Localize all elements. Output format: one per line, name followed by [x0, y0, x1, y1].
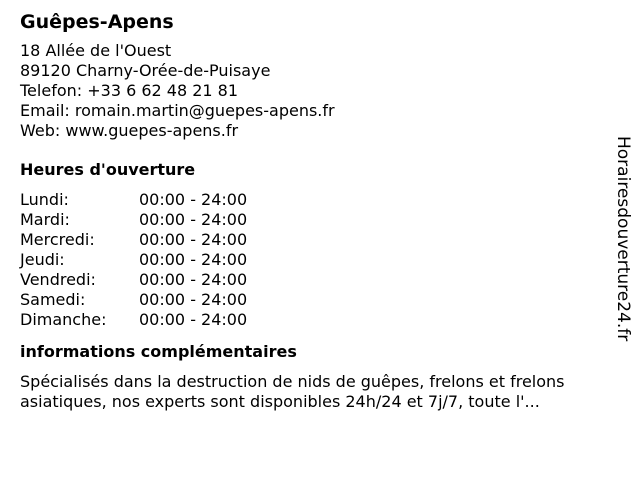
address-street: 18 Allée de l'Ouest	[20, 41, 172, 60]
hours-time: 00:00 - 24:00	[139, 210, 248, 229]
hours-day: Vendredi:	[20, 270, 96, 289]
hours-row-mercredi	[20, 230, 600, 250]
opening-hours-table	[20, 190, 600, 330]
hours-day: Mardi:	[20, 210, 70, 229]
hours-row-lundi	[20, 190, 600, 210]
hours-row-samedi	[20, 290, 600, 310]
hours-day: Samedi:	[20, 290, 86, 309]
phone-line: Telefon: +33 6 62 48 21 81	[20, 81, 239, 100]
hours-time: 00:00 - 24:00	[139, 270, 248, 289]
hours-time: 00:00 - 24:00	[139, 230, 248, 249]
business-card	[20, 10, 600, 412]
web-line: Web: www.guepes-apens.fr	[20, 121, 239, 140]
hours-day: Mercredi:	[20, 230, 95, 249]
site-watermark: Horairesdouverture24.fr	[613, 136, 633, 342]
business-name: Guêpes-Apens	[20, 11, 174, 33]
email-line: Email: romain.martin@guepes-apens.fr	[20, 101, 335, 120]
address-city: 89120 Charny-Orée-de-Puisaye	[20, 61, 271, 80]
additional-info-heading: informations complémentaires	[20, 342, 297, 361]
hours-day: Jeudi:	[20, 250, 65, 269]
hours-time: 00:00 - 24:00	[139, 190, 248, 209]
hours-time: 00:00 - 24:00	[139, 310, 248, 329]
hours-row-vendredi	[20, 270, 600, 290]
hours-day: Lundi:	[20, 190, 69, 209]
additional-info-text: Spécialisés dans la destruction de nids de guêpes, frelons et frelons asiatiques, nos experts sont disponibles 24h/24 et 7j/7, toute l'...	[20, 372, 565, 411]
hours-row-jeudi	[20, 250, 600, 270]
hours-row-mardi	[20, 210, 600, 230]
opening-hours-heading: Heures d'ouverture	[20, 160, 196, 179]
hours-time: 00:00 - 24:00	[139, 290, 248, 309]
hours-time: 00:00 - 24:00	[139, 250, 248, 269]
hours-day: Dimanche:	[20, 310, 107, 329]
contact-block	[20, 41, 600, 141]
hours-row-dimanche	[20, 310, 600, 330]
